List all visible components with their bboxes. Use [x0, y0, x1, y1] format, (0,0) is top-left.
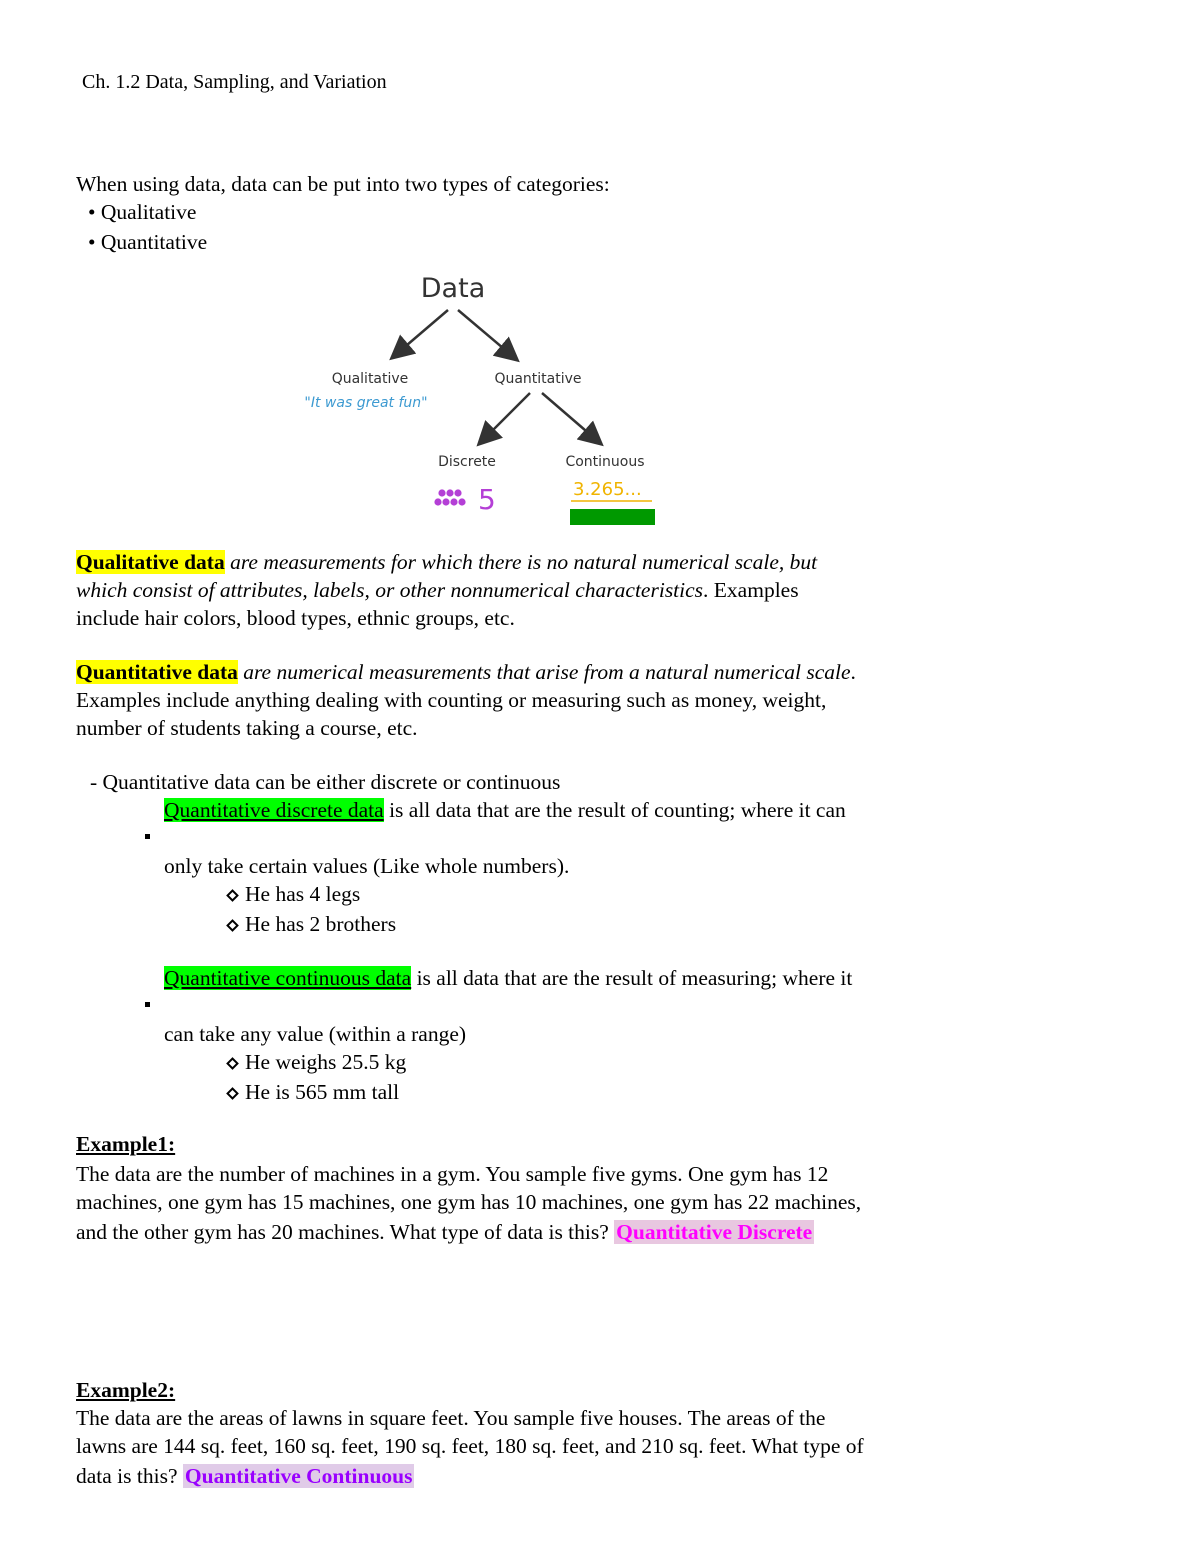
- qualitative-def-line2: which consist of attributes, labels, or other nonnumerical characteristics. Examples: [76, 578, 799, 602]
- intro-bullet-qualitative: • Qualitative: [88, 200, 197, 224]
- example2-line3: data is this? Quantitative Continuous: [76, 1464, 413, 1488]
- discrete-example-1: He has 4 legs: [224, 880, 360, 909]
- continuous-def-line2: can take any value (within a range): [164, 1022, 467, 1046]
- example1-line2: machines, one gym has 15 machines, one gym has 10 machines, one gym has 22 machines,: [76, 1190, 862, 1214]
- example2-heading: Example2:: [76, 1378, 176, 1402]
- example1-line3: and the other gym has 20 machines. What type of data is this? Quantitative Discrete: [76, 1220, 813, 1244]
- arrow-to-continuous: [542, 393, 600, 443]
- diagram-discrete-label: Discrete: [438, 454, 496, 470]
- example2-answer: Quantitative Continuous: [184, 1464, 413, 1488]
- arrow-to-discrete: [480, 393, 530, 443]
- continuous-bar: [570, 509, 655, 525]
- qualitative-def-line1: Qualitative data are measurements for which there is no natural numerical scale, but: [76, 550, 818, 574]
- intro-text: When using data, data can be put into two types of categories:: [76, 172, 610, 196]
- qualitative-def-line3: include hair colors, blood types, ethnic groups, etc.: [76, 606, 515, 630]
- continuous-example-1: He weighs 25.5 kg: [224, 1048, 406, 1077]
- diagram-qualitative-label: Qualitative: [331, 371, 409, 387]
- arrow-to-quantitative: [458, 310, 516, 359]
- quantitative-def-line3: number of students taking a course, etc.: [76, 716, 418, 740]
- diagram-continuous-value: 3.265...: [573, 479, 642, 500]
- quantitative-term: Quantitative data: [76, 660, 238, 684]
- data-types-diagram: [290, 265, 670, 535]
- continuous-def-line1: Quantitative continuous data is all data that are the result of measuring; where it: [164, 966, 853, 990]
- discrete-example-2: He has 2 brothers: [224, 910, 396, 939]
- subsection-intro: - Quantitative data can be either discrete or continuous: [90, 770, 561, 794]
- continuous-example-2: He is 565 mm tall: [224, 1078, 399, 1107]
- discrete-def-line2: only take certain values (Like whole numbers).: [164, 854, 570, 878]
- diagram-quantitative-label: Quantitative: [494, 371, 582, 387]
- qualitative-term: Qualitative data: [76, 550, 225, 574]
- diamond-bullet-icon: [226, 1057, 239, 1070]
- diagram-discrete-value: 5: [478, 483, 496, 516]
- diagram-root-label: Data: [420, 273, 486, 304]
- discrete-term: Quantitative discrete data: [164, 798, 384, 822]
- page-title: Ch. 1.2 Data, Sampling, and Variation: [82, 71, 387, 93]
- example1-line1: The data are the number of machines in a gym. You sample five gyms. One gym has 12: [76, 1162, 829, 1186]
- diagram-qualitative-example: "It was great fun": [304, 395, 428, 411]
- diamond-bullet-icon: [226, 919, 239, 932]
- discrete-dots-icon: [434, 489, 465, 505]
- diamond-bullet-icon: [226, 1087, 239, 1100]
- example1-answer: Quantitative Discrete: [616, 1220, 813, 1244]
- arrow-to-qualitative: [393, 310, 448, 357]
- diagram-continuous-label: Continuous: [565, 454, 645, 470]
- example2-line2: lawns are 144 sq. feet, 160 sq. feet, 190 sq. feet, 180 sq. feet, and 210 sq. feet. What type of: [76, 1434, 864, 1458]
- discrete-bullet-marker: [145, 834, 150, 839]
- example2-line1: The data are the areas of lawns in square feet. You sample five houses. The areas of the: [76, 1406, 826, 1430]
- continuous-term: Quantitative continuous data: [164, 966, 412, 990]
- quantitative-def-line1: Quantitative data are numerical measurements that arise from a natural numerical scale.: [76, 660, 856, 684]
- intro-bullet-quantitative: • Quantitative: [88, 230, 208, 254]
- quantitative-def-line2: Examples include anything dealing with counting or measuring such as money, weight,: [76, 688, 827, 712]
- diamond-bullet-icon: [226, 889, 239, 902]
- continuous-bullet-marker: [145, 1002, 150, 1007]
- example1-heading: Example1:: [76, 1132, 176, 1156]
- discrete-def-line1: Quantitative discrete data is all data that are the result of counting; where it can: [164, 798, 846, 822]
